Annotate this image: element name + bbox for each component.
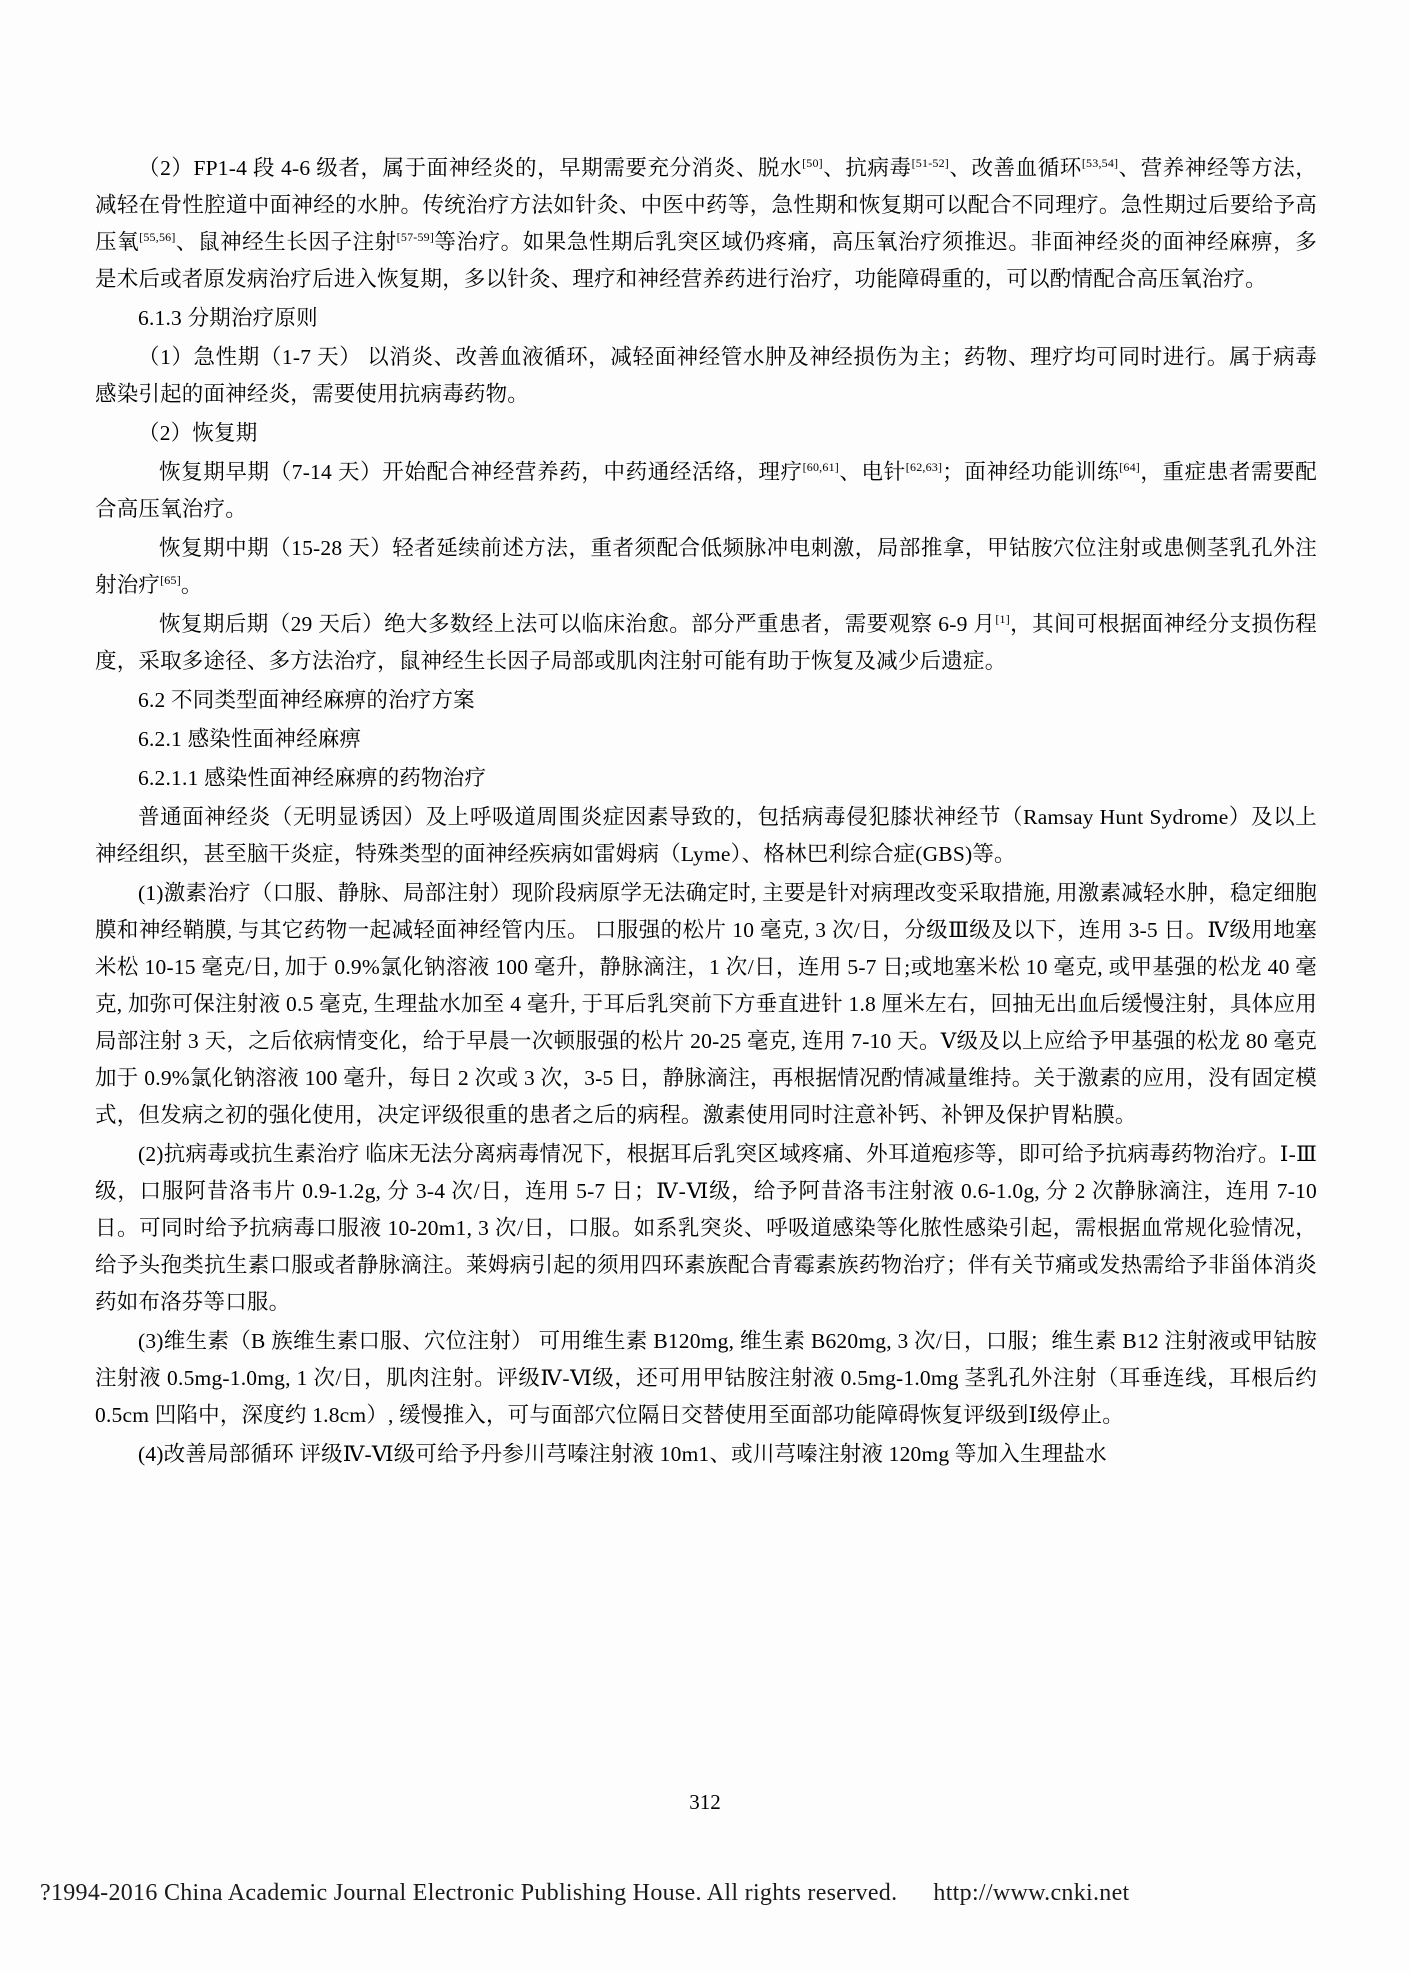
section-heading-6-2-1-1: 6.2.1.1 感染性面神经麻痹的药物治疗 xyxy=(138,766,487,790)
paragraph: （1）急性期（1-7 天） 以消炎、改善血液循环，减轻面神经管水肿及神经损伤为主；药物、理疗均可同时进行。属于病毒感染引起的面神经炎，需要使用抗病毒药物。 xyxy=(95,345,1317,406)
paragraph: 恢复期早期（7-14 天）开始配合神经营养药，中药通经活络，理疗[60,61]、电针[62,63]；面神经功能训练[64]，重症患者需要配合高压氧治疗。 xyxy=(95,459,1317,521)
paragraph: （2）FP1-4 段 4-6 级者，属于面神经炎的，早期需要充分消炎、脱水[50]、抗病毒[51-52]、改善血循环[53,54]、营养神经等方法，减轻在骨性腔道中面神经的水肿。传统治疗方法如针灸、中医中药等，急性期和恢复期可以配合不同理疗。急性期过后要给予高压氧[55,56]、鼠神经生长因子注射[57-59]等治疗。如果急性期后乳突区域仍疼痛，高压氧治疗须推迟。非面神经炎的面神经麻痹，多是术后或者原发病治疗后进入恢复期，多以针灸、理疗和神经营养药进行治疗，功能障碍重的，可以酌情配合高压氧治疗。 xyxy=(95,155,1317,291)
footer-url: http://www.cnki.net xyxy=(933,1880,1130,1906)
paragraph: 恢复期中期（15-28 天）轻者延续前述方法，重者须配合低频脉冲电刺激，局部推拿，甲钴胺穴位注射或患侧茎乳孔外注射治疗[65]。 xyxy=(95,536,1317,597)
paragraph: (4)改善局部循环 评级Ⅳ-Ⅵ级可给予丹参川芎嗪注射液 10m1、或川芎嗪注射液 120mg 等加入生理盐水 xyxy=(138,1442,1107,1466)
paragraph: （2）恢复期 xyxy=(138,421,258,445)
footer-copyright: ?1994-2016 China Academic Journal Electronic Publishing House. All rights reserved. xyxy=(40,1880,898,1906)
section-heading-6-1-3: 6.1.3 分期治疗原则 xyxy=(138,306,318,330)
paragraph: (3)维生素（B 族维生素口服、穴位注射） 可用维生素 B120mg, 维生素 B620mg, 3 次/日，口服；维生素 B12 注射液或甲钴胺注射液 0.5mg-1.0mg, 1 次/日，肌肉注射。评级Ⅳ-Ⅵ级，还可用甲钴胺注射液 0.5mg-1.0mg 茎乳孔外注射（耳垂连线，耳根后约 0.5cm 凹陷中，深度约 1.8cm）, 缓慢推入，可与面部穴位隔日交替使用至面部功能障碍恢复评级到Ⅰ级停止。 xyxy=(95,1329,1317,1427)
paragraph: 恢复期后期（29 天后）绝大多数经上法可以临床治愈。部分严重患者，需要观察 6-9 月[1]，其间可根据面神经分支损伤程度，采取多途径、多方法治疗，鼠神经生长因子局部或肌肉注射可能有助于恢复及减少后遗症。 xyxy=(95,611,1317,673)
section-heading-6-2: 6.2 不同类型面神经麻痹的治疗方案 xyxy=(138,688,475,712)
section-heading-6-2-1: 6.2.1 感染性面神经麻痹 xyxy=(138,727,362,751)
page-number: 312 xyxy=(689,1790,721,1814)
paragraph: 普通面神经炎（无明显诱因）及上呼吸道周围炎症因素导致的，包括病毒侵犯膝状神经节（Ramsay Hunt Sydrome）及以上神经组织，甚至脑干炎症，特殊类型的面神经疾病如雷姆病（Lyme）、格林巴利综合症(GBS)等。 xyxy=(95,805,1317,866)
document-body xyxy=(95,150,1317,1475)
footer xyxy=(40,1880,1370,1907)
paragraph: (1)激素治疗（口服、静脉、局部注射）现阶段病原学无法确定时, 主要是针对病理改变采取措施, 用激素减轻水肿，稳定细胞膜和神经鞘膜, 与其它药物一起减轻面神经管内压。 口服强的松片 10 毫克, 3 次/日，分级Ⅲ级及以下，连用 3-5 日。Ⅳ级用地塞米松 10-15 毫克/日, 加于 0.9%氯化钠溶液 100 毫升，静脉滴注，1 次/日，连用 5-7 日;或地塞米松 10 毫克, 或甲基强的松龙 40 毫克, 加弥可保注射液 0.5 毫克, 生理盐水加至 4 毫升, 于耳后乳突前下方垂直进针 1.8 厘米左右，回抽无出血后缓慢注射，具体应用局部注射 3 天，之后依病情变化，给于早晨一次顿服强的松片 20-25 毫克, 连用 7-10 天。Ⅴ级及以上应给予甲基强的松龙 80 毫克加于 0.9%氯化钠溶液 100 毫升，每日 2 次或 3 次，3-5 日，静脉滴注，再根据情况酌情减量维持。关于激素的应用，没有固定模式，但发病之初的强化使用，决定评级很重的患者之后的病程。激素使用同时注意补钙、补钾及保护胃粘膜。 xyxy=(95,881,1317,1127)
paragraph: (2)抗病毒或抗生素治疗 临床无法分离病毒情况下，根据耳后乳突区域疼痛、外耳道疱疹等，即可给予抗病毒药物治疗。Ⅰ-Ⅲ级，口服阿昔洛韦片 0.9-1.2g, 分 3-4 次/日，连用 5-7 日；Ⅳ-Ⅵ级，给予阿昔洛韦注射液 0.6-1.0g, 分 2 次静脉滴注，连用 7-10 日。可同时给予抗病毒口服液 10-20m1, 3 次/日，口服。如系乳突炎、呼吸道感染等化脓性感染引起，需根据血常规化验情况，给予头孢类抗生素口服或者静脉滴注。莱姆病引起的须用四环素族配合青霉素族药物治疗；伴有关节痛或发热需给予非甾体消炎药如布洛芬等口服。 xyxy=(95,1142,1317,1314)
